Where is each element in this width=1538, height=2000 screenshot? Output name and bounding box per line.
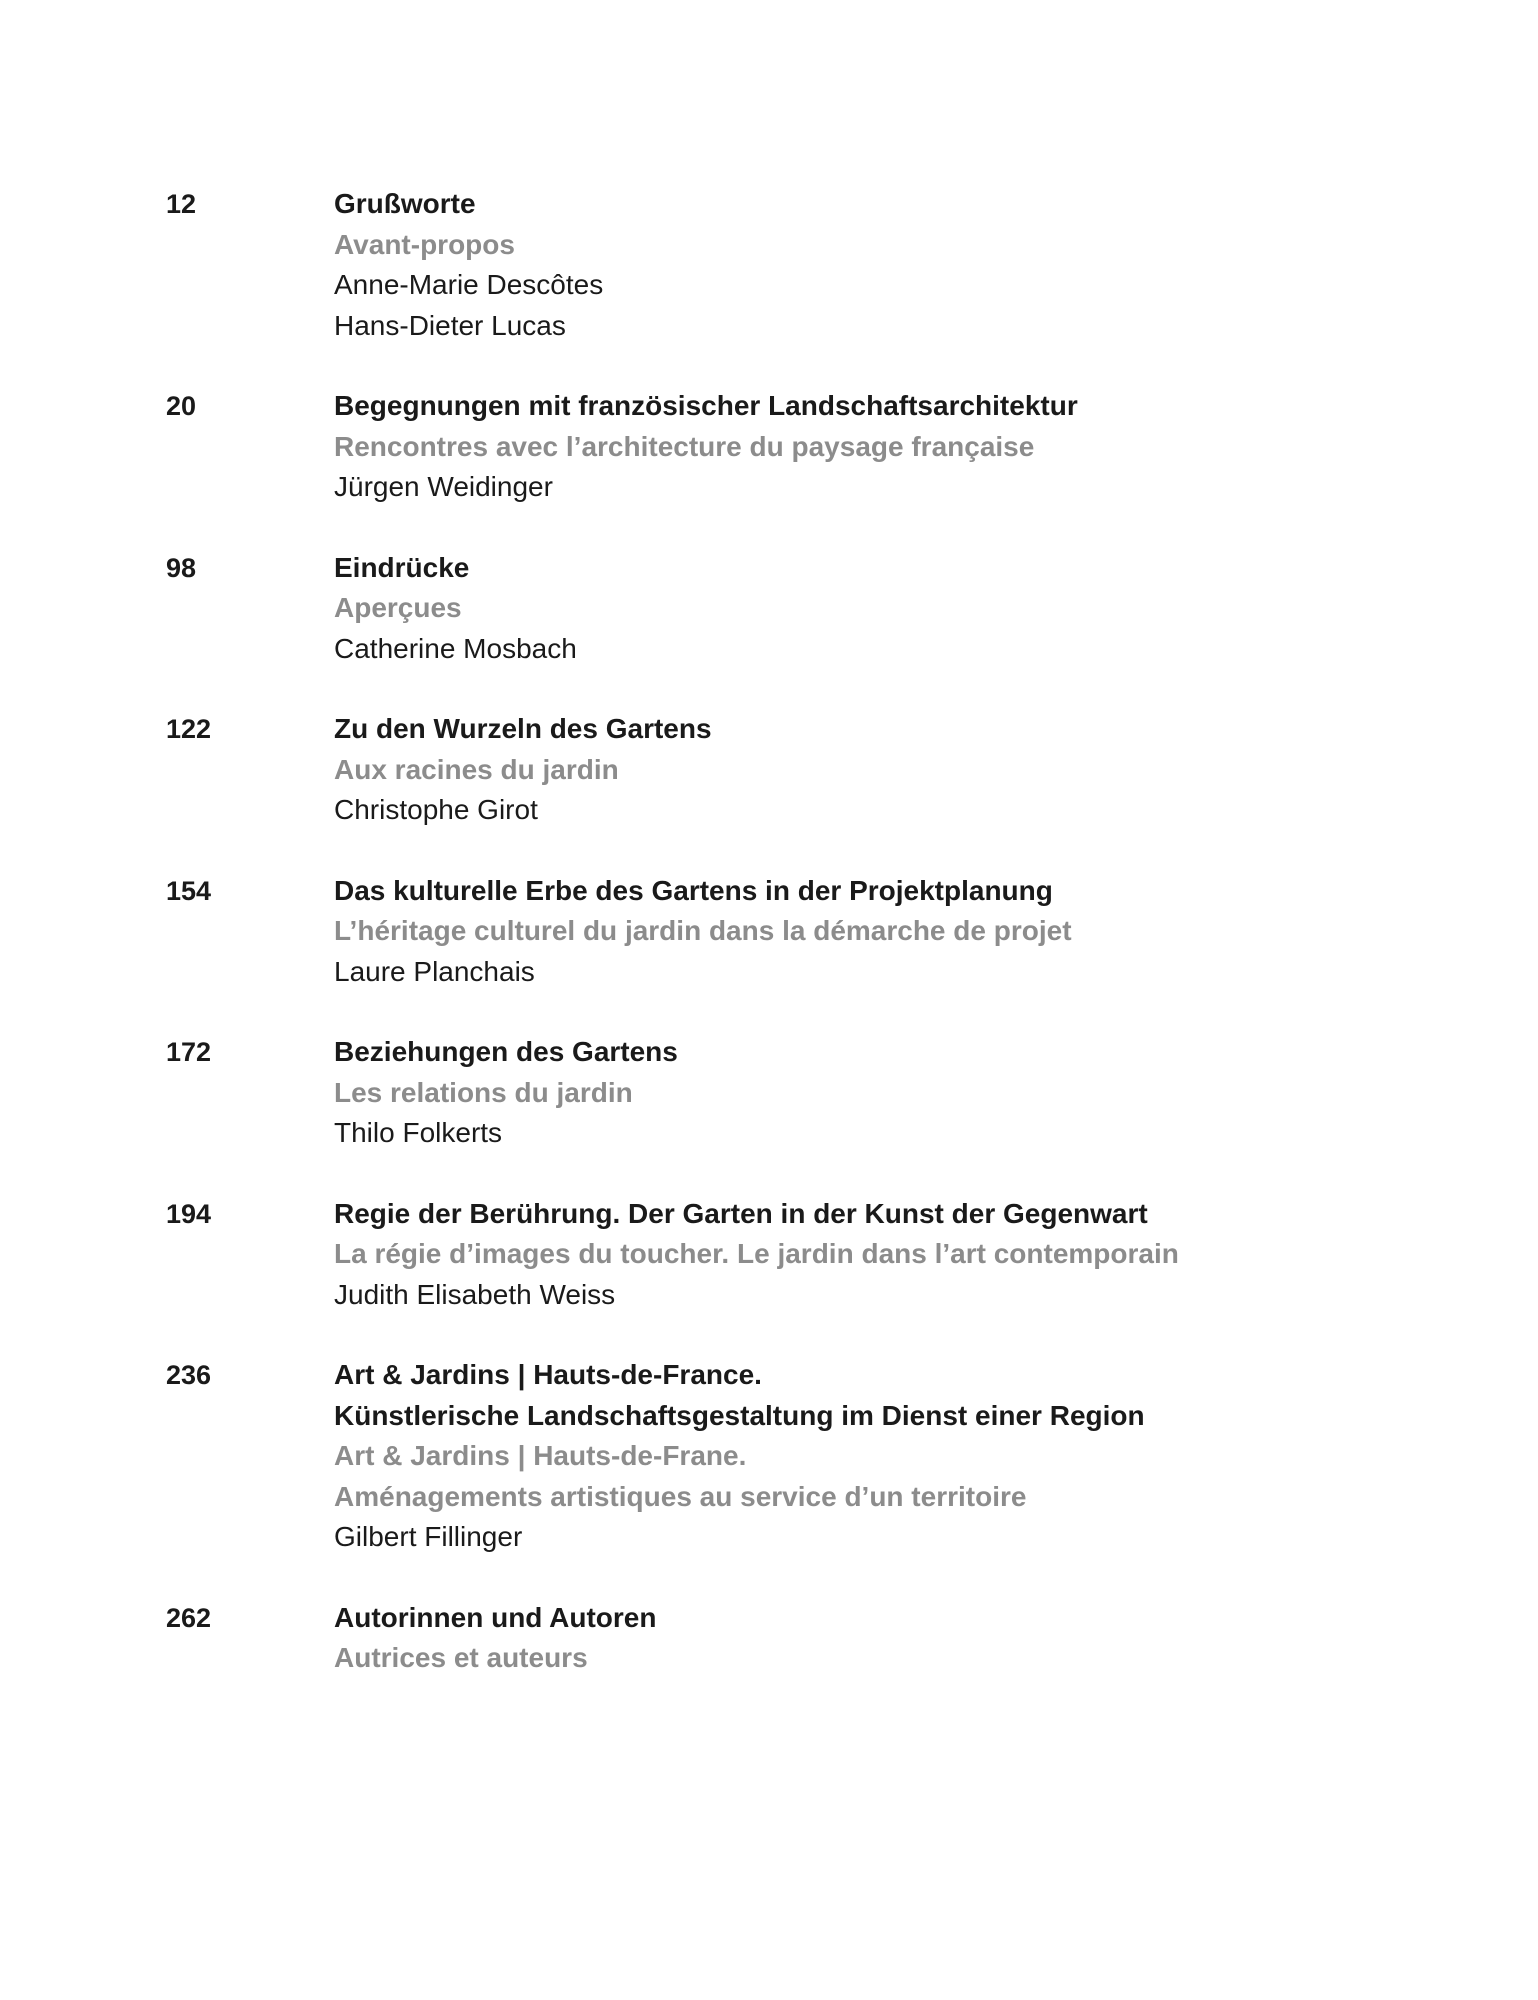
toc-entry <box>0 548 1538 670</box>
page-number: 98 <box>166 552 197 583</box>
toc-entry <box>0 1032 1538 1154</box>
page-number: 20 <box>166 391 197 421</box>
entry-text <box>334 184 1538 346</box>
german-title: Autorinnen und Autoren <box>334 1601 657 1633</box>
entry-text <box>334 1194 1538 1316</box>
french-title: Autrices et auteurs <box>334 1642 588 1673</box>
german-title: Art & Jardins | Hauts-de-France. <box>334 1359 762 1390</box>
author-name: Christophe Girot <box>334 794 538 825</box>
german-title: Eindrücke <box>334 551 470 583</box>
toc-entry <box>0 871 1538 993</box>
author-name: Gilbert Fillinger <box>334 1521 523 1552</box>
french-title: Aux racines du jardin <box>334 753 619 785</box>
page-number: 194 <box>166 1198 212 1229</box>
table-of-contents <box>0 184 1538 1719</box>
toc-entry <box>0 1598 1538 1679</box>
german-title: Zu den Wurzeln des Gartens <box>334 713 712 744</box>
author-name: Judith Elisabeth Weiss <box>334 1278 616 1310</box>
author-name: Thilo Folkerts <box>334 1117 503 1148</box>
toc-entry <box>0 386 1538 508</box>
entry-text <box>334 1032 1538 1154</box>
toc-entry <box>0 1194 1538 1316</box>
german-title: Künstlerische Landschaftsgestaltung im Dienst einer Region <box>334 1399 1145 1431</box>
german-title: Das kulturelle Erbe des Gartens in der Projektplanung <box>334 874 1053 906</box>
entry-text <box>334 1598 1538 1679</box>
page-number: 12 <box>166 189 197 219</box>
french-title: Les relations du jardin <box>334 1076 633 1108</box>
german-title: Beziehungen des Gartens <box>334 1036 678 1067</box>
german-title: Regie der Berührung. Der Garten in der Kunst der Gegenwart <box>334 1197 1148 1229</box>
page-number: 154 <box>166 875 212 906</box>
toc-entry <box>0 1355 1538 1558</box>
german-title: Begegnungen mit französischer Landschaftsarchitektur <box>334 390 1078 421</box>
entry-text <box>334 871 1538 993</box>
entry-text <box>334 1355 1538 1558</box>
entry-text <box>334 548 1538 670</box>
page-number: 262 <box>166 1602 212 1633</box>
author-name: Anne-Marie Descôtes <box>334 269 604 300</box>
toc-entry <box>0 709 1538 831</box>
french-title: Avant-propos <box>334 228 515 260</box>
page-number: 172 <box>166 1037 212 1067</box>
french-title: Aperçues <box>334 592 462 623</box>
author-name: Jürgen Weidinger <box>334 471 553 502</box>
author-name: Hans-Dieter Lucas <box>334 309 566 341</box>
french-title: Art & Jardins | Hauts-de-Frane. <box>334 1440 747 1471</box>
french-title: Aménagements artistiques au service d’un territoire <box>334 1480 1027 1512</box>
french-title: Rencontres avec l’architecture du paysage française <box>334 430 1035 462</box>
page-number: 122 <box>166 714 212 744</box>
french-title: La régie d’images du toucher. Le jardin dans l’art contemporain <box>334 1238 1179 1269</box>
entry-text <box>334 386 1538 508</box>
french-title: L’héritage culturel du jardin dans la démarche de projet <box>334 915 1072 946</box>
toc-entry <box>0 184 1538 346</box>
entry-text <box>334 709 1538 831</box>
author-name: Laure Planchais <box>334 955 535 987</box>
german-title: Grußworte <box>334 188 476 219</box>
author-name: Catherine Mosbach <box>334 632 577 664</box>
page-number: 236 <box>166 1360 212 1390</box>
